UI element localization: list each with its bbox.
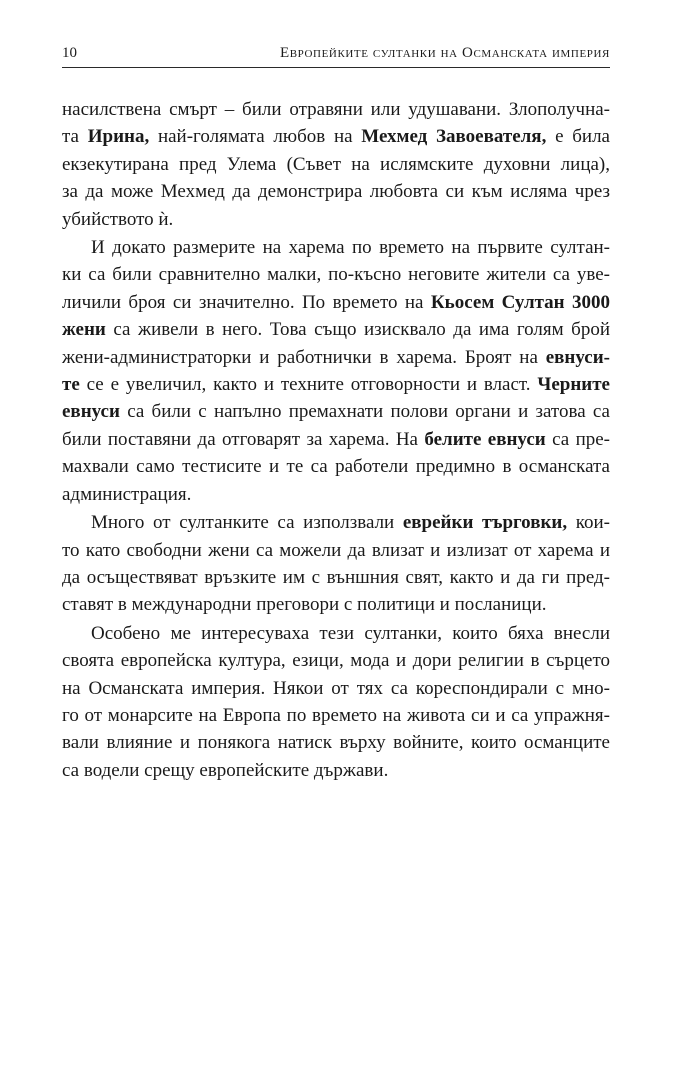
text-line <box>62 344 610 371</box>
paragraph <box>62 234 610 508</box>
text-run: е била <box>546 126 610 148</box>
text-run: са живели в него. Това също изисквало да има голям брой <box>105 319 610 341</box>
text-run: убийството ѝ. <box>62 208 174 230</box>
text-line <box>62 453 610 480</box>
bold-phrase: Ирина, <box>87 126 150 148</box>
bold-phrase: те <box>62 374 80 396</box>
text-line <box>62 261 610 288</box>
text-run: да осъществяват връзките им с външния свят, както и да ги пред- <box>62 566 610 588</box>
text-run: то като свободни жени са можели да влизат и излизат от харема и <box>62 539 610 561</box>
bold-phrase: евнуси <box>62 401 120 423</box>
text-line <box>62 564 610 591</box>
text-run: на Османската империя. Някои от тях са кореспондирали с мно- <box>62 677 610 699</box>
text-run: своята европейска култура, езици, мода и дори религии в сърцето <box>62 650 610 672</box>
text-run: администрация. <box>62 483 192 505</box>
text-run: И докато размерите на харема по времето на първите султан- <box>91 237 610 259</box>
text-line <box>62 123 610 150</box>
text-line <box>62 96 610 123</box>
text-run: вали влияние и понякога натиск върху войните, които османците <box>62 732 610 754</box>
text-line <box>62 537 610 564</box>
text-run: ставят в международни преговори с политици и посланици. <box>62 594 547 616</box>
paragraph <box>62 620 610 784</box>
bold-phrase: жени <box>62 319 106 341</box>
text-line <box>62 426 610 453</box>
text-run: за да може Мехмед да демонстрира любовта си към исляма чрез <box>62 181 610 203</box>
text-run: се е увеличил, както и техните отговорности и власт. <box>79 374 538 396</box>
text-run: са пре- <box>545 428 610 450</box>
text-run: го от монарсите на Европа по времето на живота си и са упражня- <box>62 704 610 726</box>
text-run: Много от султанките са използвали <box>91 512 403 534</box>
bold-phrase: Мехмед Завоевателя, <box>361 126 547 148</box>
text-run: били поставяни да отговарят за харема. На <box>62 428 425 450</box>
text-run: са водели срещу европейските държави. <box>62 759 389 781</box>
text-run: та <box>62 126 88 148</box>
text-run: кои- <box>567 512 610 534</box>
text-run: най-голямата любов на <box>149 126 362 148</box>
text-run: личили броя си значително. По времето на <box>62 291 431 313</box>
paragraph <box>62 96 610 233</box>
running-head <box>62 43 610 68</box>
text-line <box>62 151 610 178</box>
bold-phrase: Кьосем Султан 3000 <box>430 291 611 313</box>
text-line <box>62 398 610 425</box>
bold-phrase: белите евнуси <box>424 428 546 450</box>
text-line <box>62 620 610 647</box>
text-run: са били с напълно премахнати полови органи и затова са <box>119 401 610 423</box>
text-line <box>62 757 610 784</box>
page-number: 10 <box>62 45 77 61</box>
text-run: екзекутирана пред Улема (Съвет на ислямските духовни лица), <box>62 153 610 175</box>
text-line <box>62 675 610 702</box>
body-text <box>62 96 610 785</box>
bold-phrase: евнуси- <box>545 346 610 368</box>
text-run: ки са били сравнително малки, по-късно неговите жители са уве- <box>62 264 610 286</box>
text-line <box>62 371 610 398</box>
text-line <box>62 316 610 343</box>
text-line <box>62 206 610 233</box>
text-run: махвали само тестисите и те са работели предимно в османската <box>62 456 610 478</box>
text-line <box>62 591 610 618</box>
text-run: Особено ме интересуваха тези султанки, които бяха внесли <box>91 622 610 644</box>
text-line <box>62 729 610 756</box>
running-title: Европейките султанки на Османската империя <box>279 45 610 61</box>
text-line <box>62 702 610 729</box>
text-line <box>62 289 610 316</box>
bold-phrase: еврейки търговки, <box>402 512 568 534</box>
paragraph <box>62 509 610 619</box>
text-run: насилствена смърт – били отравяни или удушавани. Злополучна- <box>62 99 610 120</box>
text-run: жени-администраторки и работнички в харема. Броят на <box>62 346 546 368</box>
text-line <box>62 647 610 674</box>
text-line <box>62 234 610 261</box>
text-line <box>62 509 610 536</box>
text-line <box>62 481 610 508</box>
text-line <box>62 178 610 205</box>
bold-phrase: Черните <box>537 374 610 396</box>
